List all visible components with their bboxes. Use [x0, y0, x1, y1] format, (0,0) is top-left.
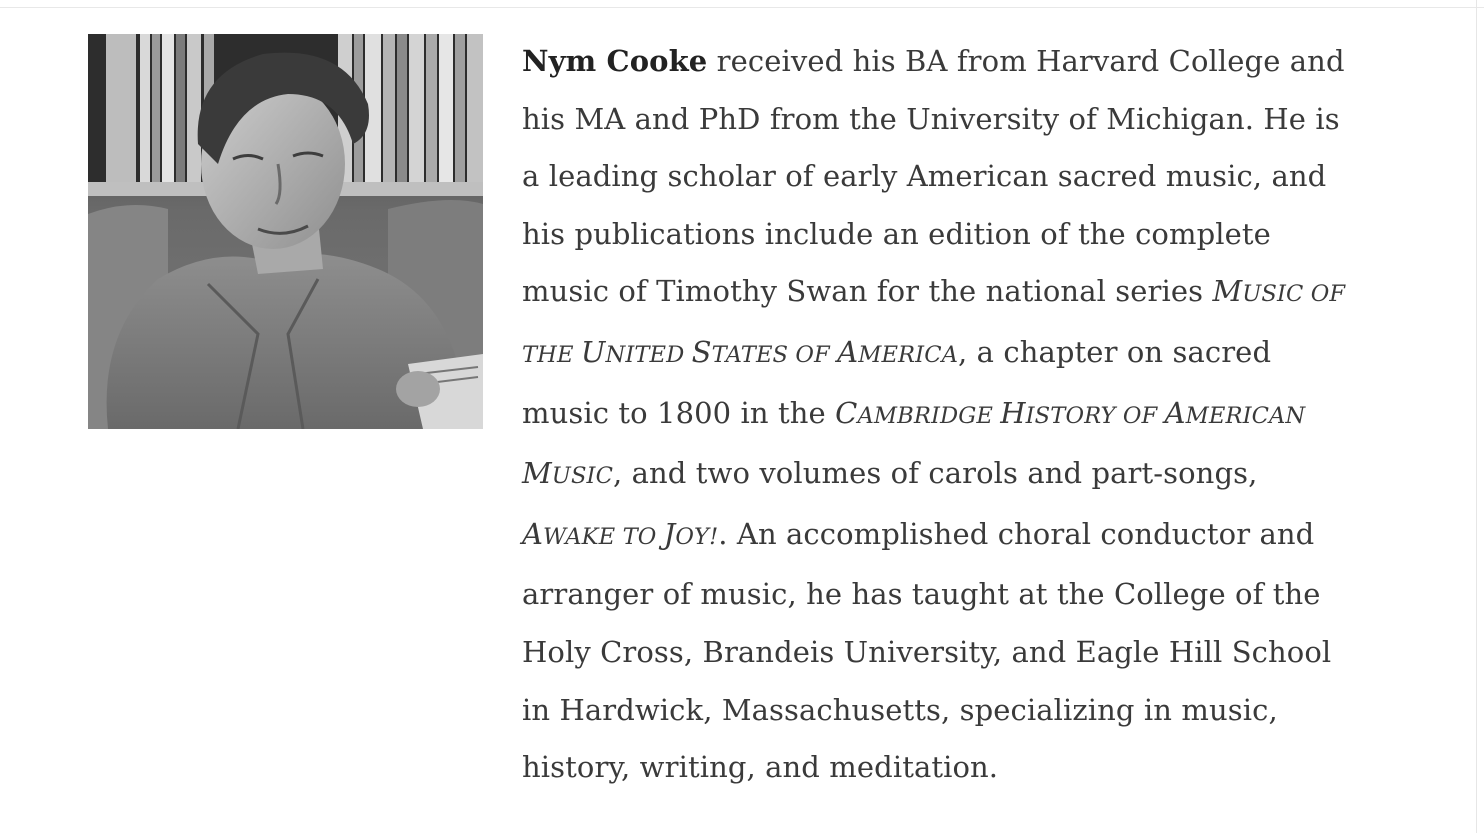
collection-title: AWAKE TO JOY!	[522, 516, 719, 551]
bio-line: MUSIC, and two volumes of carols and part-songs,	[522, 456, 1258, 491]
series-title-continued: THE UNITED STATES OF AMERICA	[522, 334, 959, 369]
author-photo	[88, 34, 483, 429]
bio-line: his publications include an edition of the complete	[522, 216, 1271, 251]
author-bio	[522, 33, 1372, 797]
book-title: CAMBRIDGE HISTORY OF AMERICAN	[835, 395, 1306, 430]
author-name: Nym Cooke	[522, 44, 708, 78]
bio-line: in Hardwick, Massachusetts, specializing in music,	[522, 692, 1278, 727]
bio-line: Nym Cooke received his BA from Harvard College and	[522, 44, 1345, 78]
right-edge-divider	[1476, 0, 1477, 833]
book-title-continued: MUSIC	[522, 456, 613, 491]
bio-line: music of Timothy Swan for the national series MUSIC OF	[522, 274, 1346, 309]
bio-line: music to 1800 in the CAMBRIDGE HISTORY OF AMERICAN	[522, 395, 1306, 430]
bio-line: THE UNITED STATES OF AMERICA, a chapter on sacred	[522, 334, 1272, 369]
series-title: MUSIC OF	[1212, 274, 1346, 309]
bio-line: his MA and PhD from the University of Michigan. He is	[522, 101, 1340, 136]
bio-line: history, writing, and meditation.	[522, 750, 999, 785]
bio-line: a leading scholar of early American sacred music, and	[522, 159, 1327, 194]
top-divider	[0, 7, 1484, 8]
bio-line: AWAKE TO JOY!. An accomplished choral conductor and	[522, 516, 1315, 551]
bio-line: Holy Cross, Brandeis University, and Eagle Hill School	[522, 634, 1332, 669]
bio-line: arranger of music, he has taught at the College of the	[522, 577, 1321, 612]
